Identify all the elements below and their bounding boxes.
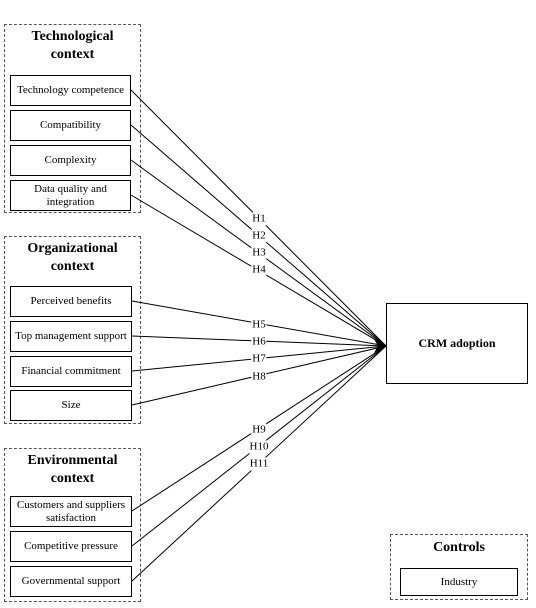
hypothesis-label-h11: H11 xyxy=(249,457,269,470)
crm-adoption-box: CRM adoption xyxy=(386,303,528,384)
hypothesis-label-h1: H1 xyxy=(252,212,266,225)
hypothesis-label-h8: H8 xyxy=(252,370,266,383)
hypothesis-label-h2: H2 xyxy=(252,229,266,242)
hypothesis-label-h3: H3 xyxy=(252,246,266,259)
hypothesis-label-h6: H6 xyxy=(252,335,266,348)
technological-context-title: Technological context xyxy=(31,29,114,62)
factor-customers-suppliers-satisfaction: Customers and suppliers satisfaction xyxy=(10,496,132,527)
hypothesis-label-h9: H9 xyxy=(252,423,266,436)
organizational-context-title: Organizational context xyxy=(27,241,118,274)
controls-title: Controls xyxy=(433,540,485,555)
hypothesis-label-h7: H7 xyxy=(252,352,266,365)
factor-size: Size xyxy=(10,390,132,421)
factor-top-management-support: Top management support xyxy=(10,321,132,352)
hypothesis-label-h10: H10 xyxy=(249,440,269,453)
factor-compatibility: Compatibility xyxy=(10,110,131,141)
hypothesis-label-h4: H4 xyxy=(252,263,266,276)
factor-technology-competence: Technology competence xyxy=(10,75,131,106)
factor-complexity: Complexity xyxy=(10,145,131,176)
factor-perceived-benefits: Perceived benefits xyxy=(10,286,132,317)
environmental-context-title: Environmental context xyxy=(27,453,118,486)
control-industry: Industry xyxy=(400,568,518,596)
factor-competitive-pressure: Competitive pressure xyxy=(10,531,132,562)
factor-governmental-support: Governmental support xyxy=(10,566,132,597)
factor-data-quality-integration: Data quality and integration xyxy=(10,180,131,211)
factor-financial-commitment: Financial commitment xyxy=(10,356,132,387)
hypothesis-label-h5: H5 xyxy=(252,318,266,331)
